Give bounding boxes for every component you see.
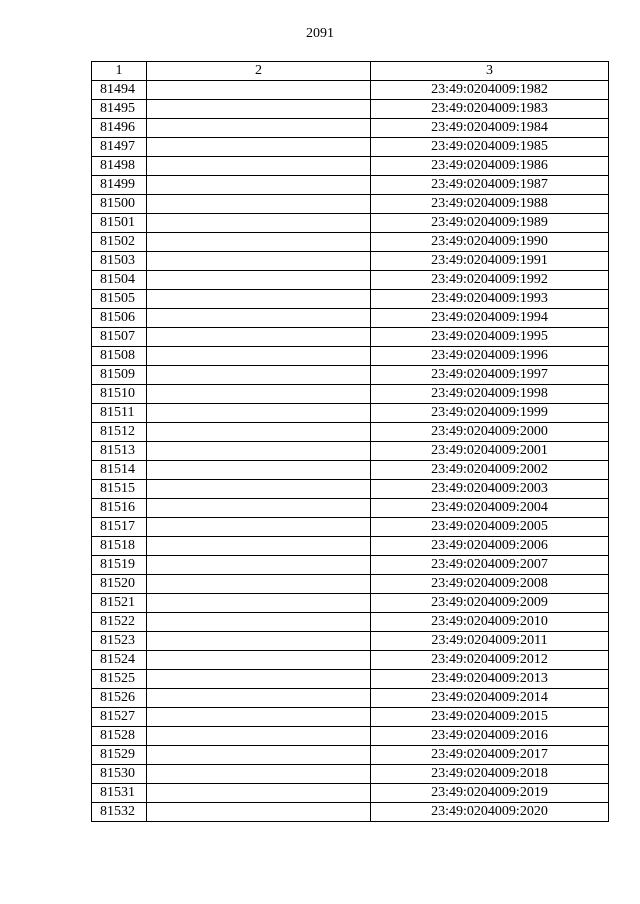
column-header-1: 1: [92, 62, 147, 81]
row-number-cell: 81531: [92, 784, 147, 803]
row-blank-cell: [147, 81, 371, 100]
cadastral-number-cell: 23:49:0204009:2001: [371, 442, 609, 461]
row-blank-cell: [147, 480, 371, 499]
cadastral-number-cell: 23:49:0204009:1982: [371, 81, 609, 100]
cadastral-number-cell: 23:49:0204009:2017: [371, 746, 609, 765]
row-blank-cell: [147, 366, 371, 385]
row-number-cell: 81520: [92, 575, 147, 594]
row-blank-cell: [147, 746, 371, 765]
registry-table: [91, 61, 609, 822]
row-blank-cell: [147, 328, 371, 347]
table-row: [92, 119, 609, 138]
cadastral-number-cell: 23:49:0204009:2019: [371, 784, 609, 803]
table-header: [92, 62, 609, 81]
table-row: [92, 366, 609, 385]
row-number-cell: 81528: [92, 727, 147, 746]
row-blank-cell: [147, 632, 371, 651]
row-number-cell: 81503: [92, 252, 147, 271]
row-blank-cell: [147, 442, 371, 461]
row-number-cell: 81527: [92, 708, 147, 727]
row-blank-cell: [147, 119, 371, 138]
cadastral-number-cell: 23:49:0204009:1986: [371, 157, 609, 176]
cadastral-number-cell: 23:49:0204009:2013: [371, 670, 609, 689]
row-number-cell: 81522: [92, 613, 147, 632]
row-number-cell: 81495: [92, 100, 147, 119]
table-row: [92, 442, 609, 461]
header-row: [92, 62, 609, 81]
table-row: [92, 613, 609, 632]
row-number-cell: 81532: [92, 803, 147, 822]
cadastral-number-cell: 23:49:0204009:1997: [371, 366, 609, 385]
cadastral-number-cell: 23:49:0204009:2010: [371, 613, 609, 632]
cadastral-number-cell: 23:49:0204009:1998: [371, 385, 609, 404]
table-row: [92, 100, 609, 119]
cadastral-number-cell: 23:49:0204009:2020: [371, 803, 609, 822]
table-body: [92, 81, 609, 822]
row-blank-cell: [147, 385, 371, 404]
table-row: [92, 214, 609, 233]
row-blank-cell: [147, 651, 371, 670]
row-number-cell: 81514: [92, 461, 147, 480]
row-blank-cell: [147, 670, 371, 689]
row-number-cell: 81529: [92, 746, 147, 765]
table-row: [92, 556, 609, 575]
row-number-cell: 81530: [92, 765, 147, 784]
row-blank-cell: [147, 347, 371, 366]
table-row: [92, 537, 609, 556]
table-row: [92, 404, 609, 423]
row-blank-cell: [147, 803, 371, 822]
row-blank-cell: [147, 233, 371, 252]
row-blank-cell: [147, 556, 371, 575]
row-number-cell: 81501: [92, 214, 147, 233]
table-row: [92, 499, 609, 518]
table-row: [92, 480, 609, 499]
table-row: [92, 423, 609, 442]
row-blank-cell: [147, 252, 371, 271]
table-row: [92, 176, 609, 195]
row-blank-cell: [147, 271, 371, 290]
table-row: [92, 195, 609, 214]
row-blank-cell: [147, 176, 371, 195]
table-row: [92, 651, 609, 670]
row-number-cell: 81502: [92, 233, 147, 252]
row-blank-cell: [147, 290, 371, 309]
row-blank-cell: [147, 518, 371, 537]
table-row: [92, 328, 609, 347]
table-row: [92, 784, 609, 803]
row-blank-cell: [147, 309, 371, 328]
cadastral-number-cell: 23:49:0204009:2011: [371, 632, 609, 651]
cadastral-number-cell: 23:49:0204009:2002: [371, 461, 609, 480]
row-number-cell: 81524: [92, 651, 147, 670]
cadastral-number-cell: 23:49:0204009:1983: [371, 100, 609, 119]
row-number-cell: 81504: [92, 271, 147, 290]
cadastral-number-cell: 23:49:0204009:2008: [371, 575, 609, 594]
page-number: 2091: [306, 26, 334, 41]
row-number-cell: 81516: [92, 499, 147, 518]
table-row: [92, 803, 609, 822]
row-blank-cell: [147, 708, 371, 727]
row-number-cell: 81507: [92, 328, 147, 347]
cadastral-number-cell: 23:49:0204009:2014: [371, 689, 609, 708]
table-row: [92, 575, 609, 594]
row-number-cell: 81513: [92, 442, 147, 461]
table-row: [92, 271, 609, 290]
table-row: [92, 518, 609, 537]
row-number-cell: 81506: [92, 309, 147, 328]
row-number-cell: 81512: [92, 423, 147, 442]
row-blank-cell: [147, 138, 371, 157]
row-number-cell: 81498: [92, 157, 147, 176]
table-row: [92, 689, 609, 708]
row-number-cell: 81496: [92, 119, 147, 138]
row-blank-cell: [147, 423, 371, 442]
row-number-cell: 81497: [92, 138, 147, 157]
row-number-cell: 81523: [92, 632, 147, 651]
cadastral-number-cell: 23:49:0204009:2016: [371, 727, 609, 746]
row-blank-cell: [147, 727, 371, 746]
cadastral-number-cell: 23:49:0204009:1987: [371, 176, 609, 195]
table-row: [92, 765, 609, 784]
cadastral-number-cell: 23:49:0204009:2007: [371, 556, 609, 575]
cadastral-number-cell: 23:49:0204009:2015: [371, 708, 609, 727]
table-row: [92, 138, 609, 157]
cadastral-number-cell: 23:49:0204009:1988: [371, 195, 609, 214]
row-number-cell: 81511: [92, 404, 147, 423]
table-row: [92, 309, 609, 328]
cadastral-number-cell: 23:49:0204009:2000: [371, 423, 609, 442]
cadastral-number-cell: 23:49:0204009:2012: [371, 651, 609, 670]
row-blank-cell: [147, 100, 371, 119]
cadastral-number-cell: 23:49:0204009:1992: [371, 271, 609, 290]
column-header-2: 2: [147, 62, 371, 81]
table-row: [92, 632, 609, 651]
cadastral-number-cell: 23:49:0204009:2003: [371, 480, 609, 499]
cadastral-number-cell: 23:49:0204009:2018: [371, 765, 609, 784]
row-blank-cell: [147, 784, 371, 803]
row-number-cell: 81518: [92, 537, 147, 556]
table-row: [92, 252, 609, 271]
row-blank-cell: [147, 689, 371, 708]
row-blank-cell: [147, 575, 371, 594]
cadastral-number-cell: 23:49:0204009:1990: [371, 233, 609, 252]
table-row: [92, 727, 609, 746]
row-number-cell: 81494: [92, 81, 147, 100]
row-blank-cell: [147, 461, 371, 480]
table-row: [92, 385, 609, 404]
row-blank-cell: [147, 537, 371, 556]
table-row: [92, 594, 609, 613]
row-blank-cell: [147, 195, 371, 214]
row-blank-cell: [147, 765, 371, 784]
table-row: [92, 461, 609, 480]
row-number-cell: 81515: [92, 480, 147, 499]
table-row: [92, 81, 609, 100]
table-row: [92, 347, 609, 366]
row-number-cell: 81525: [92, 670, 147, 689]
row-number-cell: 81505: [92, 290, 147, 309]
table-row: [92, 670, 609, 689]
cadastral-number-cell: 23:49:0204009:1985: [371, 138, 609, 157]
table-row: [92, 290, 609, 309]
table-row: [92, 233, 609, 252]
row-number-cell: 81510: [92, 385, 147, 404]
row-number-cell: 81526: [92, 689, 147, 708]
row-number-cell: 81499: [92, 176, 147, 195]
row-blank-cell: [147, 214, 371, 233]
cadastral-number-cell: 23:49:0204009:1993: [371, 290, 609, 309]
row-number-cell: 81500: [92, 195, 147, 214]
row-number-cell: 81519: [92, 556, 147, 575]
row-number-cell: 81521: [92, 594, 147, 613]
cadastral-number-cell: 23:49:0204009:1996: [371, 347, 609, 366]
cadastral-number-cell: 23:49:0204009:1991: [371, 252, 609, 271]
table-row: [92, 157, 609, 176]
table-row: [92, 708, 609, 727]
row-number-cell: 81508: [92, 347, 147, 366]
row-number-cell: 81509: [92, 366, 147, 385]
cadastral-number-cell: 23:49:0204009:1984: [371, 119, 609, 138]
row-blank-cell: [147, 594, 371, 613]
cadastral-number-cell: 23:49:0204009:1994: [371, 309, 609, 328]
cadastral-number-cell: 23:49:0204009:2005: [371, 518, 609, 537]
cadastral-number-cell: 23:49:0204009:2009: [371, 594, 609, 613]
column-header-3: 3: [371, 62, 609, 81]
row-blank-cell: [147, 499, 371, 518]
cadastral-number-cell: 23:49:0204009:2006: [371, 537, 609, 556]
row-blank-cell: [147, 157, 371, 176]
row-blank-cell: [147, 404, 371, 423]
row-blank-cell: [147, 613, 371, 632]
cadastral-number-cell: 23:49:0204009:1995: [371, 328, 609, 347]
row-number-cell: 81517: [92, 518, 147, 537]
cadastral-number-cell: 23:49:0204009:2004: [371, 499, 609, 518]
cadastral-number-cell: 23:49:0204009:1989: [371, 214, 609, 233]
cadastral-number-cell: 23:49:0204009:1999: [371, 404, 609, 423]
table-row: [92, 746, 609, 765]
